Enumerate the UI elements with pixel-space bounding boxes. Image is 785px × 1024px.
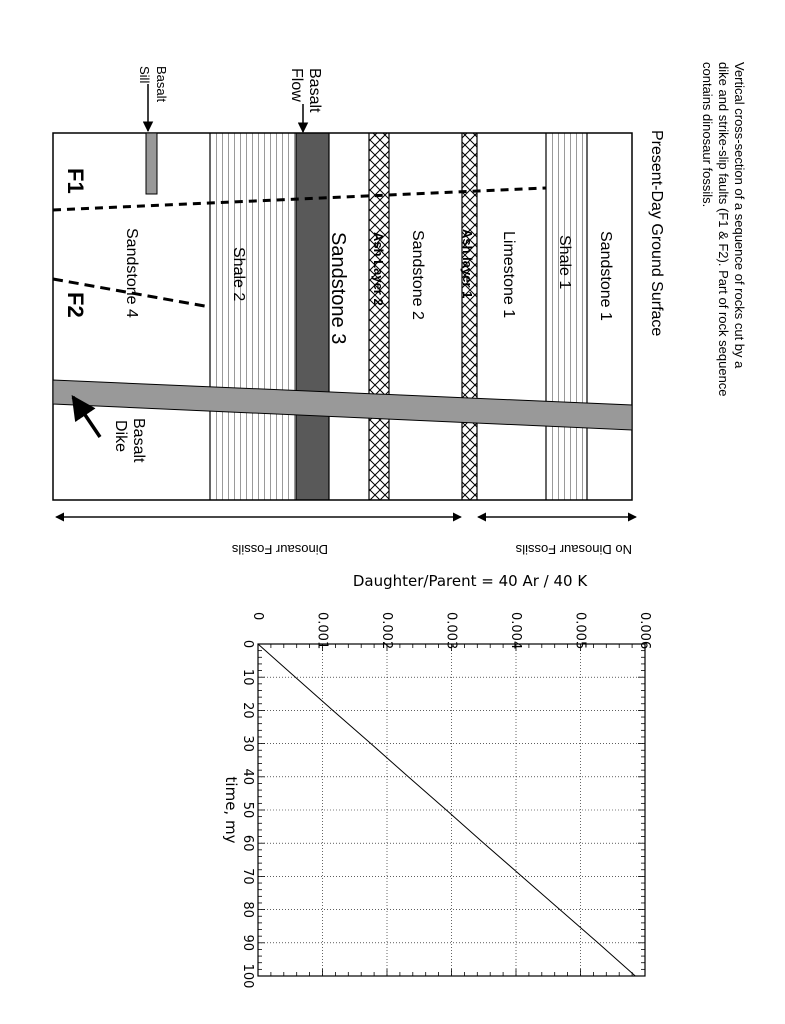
label-basalt-dike-1: Basalt bbox=[130, 418, 147, 463]
label-sandstone-4: Sandstone 4 bbox=[123, 228, 140, 318]
y-tick-label: 0 bbox=[250, 612, 265, 621]
x-tick-label: 40 bbox=[240, 768, 255, 786]
y-tick-label: 0.004 bbox=[508, 612, 523, 650]
y-tick-label: 0.006 bbox=[637, 612, 652, 650]
x-tick-label: 10 bbox=[240, 668, 255, 686]
no-dino-fossils-label: No Dinosaur Fossils bbox=[515, 542, 632, 557]
label-basalt-sill-1: Basalt bbox=[154, 66, 169, 103]
y-tick-label: 0.005 bbox=[572, 612, 588, 650]
x-tick-label: 20 bbox=[240, 702, 255, 719]
caption-line-3: contains dinosaur fossils. bbox=[700, 62, 715, 208]
x-axis-label: time, my bbox=[222, 776, 240, 844]
layer-ash-2 bbox=[369, 133, 389, 500]
y-tick-label: 0.002 bbox=[379, 612, 394, 650]
label-sandstone-2: Sandstone 2 bbox=[409, 230, 426, 320]
label-basalt-flow-1: Basalt bbox=[306, 68, 323, 113]
fault-f1-label: F1 bbox=[63, 168, 88, 194]
label-shale-1: Shale 1 bbox=[556, 235, 573, 290]
label-sandstone-3: Sandstone 3 bbox=[327, 232, 349, 345]
label-basalt-flow-2: Flow bbox=[288, 68, 305, 102]
x-tick-label: 50 bbox=[240, 801, 255, 819]
y-tick-label: 0.003 bbox=[443, 612, 459, 650]
label-ash-1: Ash layer 1 bbox=[460, 229, 475, 299]
y-axis-label: Daughter/Parent = 40 Ar / 40 K bbox=[352, 572, 588, 590]
x-tick-label: 0 bbox=[240, 639, 255, 649]
label-sandstone-1: Sandstone 1 bbox=[597, 231, 614, 321]
cross-section bbox=[53, 62, 747, 557]
x-tick-label: 70 bbox=[240, 868, 255, 885]
x-tick-label: 60 bbox=[240, 834, 255, 852]
label-limestone-1: Limestone 1 bbox=[500, 231, 517, 319]
label-basalt-dike-2: Dike bbox=[112, 420, 129, 453]
caption-line-2: dike and strike-slip faults (F1 & F2). Part of rock sequence bbox=[716, 62, 731, 397]
x-tick-label: 80 bbox=[240, 901, 255, 918]
basalt-flow bbox=[296, 133, 329, 500]
layer-ash-1 bbox=[462, 133, 477, 500]
x-tick-label: 100 bbox=[240, 963, 255, 989]
decay-chart bbox=[222, 572, 652, 988]
layer-shale-2 bbox=[210, 133, 296, 500]
y-tick-label: 0.001 bbox=[314, 612, 330, 650]
fault-f2-label: F2 bbox=[63, 292, 88, 318]
x-tick-labels bbox=[240, 640, 255, 989]
label-basalt-sill-2: Sill bbox=[137, 66, 152, 84]
dino-fossils-label: Dinosaur Fossils bbox=[231, 542, 328, 557]
basalt-sill bbox=[146, 133, 157, 194]
surface-label: Present-Day Ground Surface bbox=[648, 130, 665, 337]
x-tick-label: 30 bbox=[240, 735, 255, 752]
layer-shale-1 bbox=[546, 133, 587, 500]
label-shale-2: Shale 2 bbox=[230, 247, 247, 302]
caption-line-1: Vertical cross-section of a sequence of rocks cut by a bbox=[732, 62, 747, 369]
x-tick-label: 90 bbox=[240, 934, 255, 952]
label-ash-2: Ash Layer 2 bbox=[371, 232, 386, 306]
